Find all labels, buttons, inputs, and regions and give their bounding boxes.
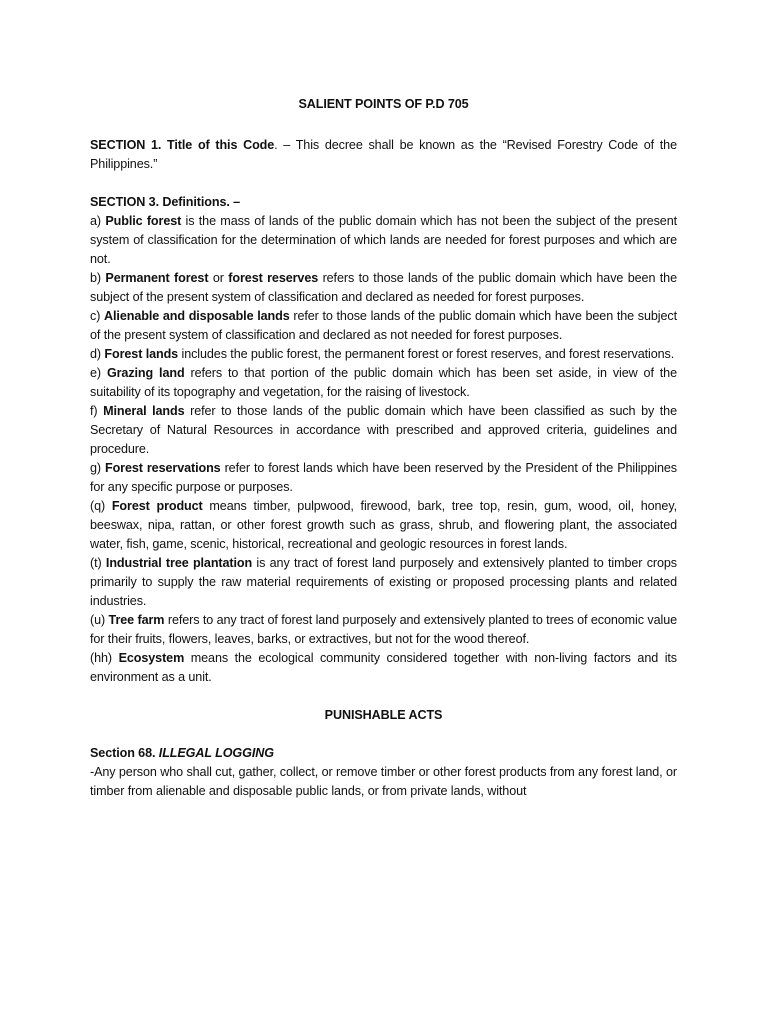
definition-prefix: b) [90, 271, 106, 285]
definition-e [90, 364, 677, 402]
definition-text: means timber, pulpwood, firewood, bark, tree top, resin, gum, wood, oil, honey, beeswax, nipa, rattan, or other forest growth such as grass, shrub, and flowering plant, the associated water, fish, game, scenic, historical, recreational and geologic resources in forest lands. [90, 499, 677, 551]
document-page [90, 95, 677, 801]
punishable-acts-heading: PUNISHABLE ACTS [324, 708, 443, 722]
definition-prefix: (t) [90, 556, 106, 570]
definition-prefix: (u) [90, 613, 109, 627]
definition-f [90, 402, 677, 459]
definition-text: refer to those lands of the public domain which have been the subject of the present system of classification and declared as not needed for forest purposes. [90, 309, 677, 342]
definition-u [90, 611, 677, 649]
definition-text: refer to forest lands which have been reserved by the President of the Philippines for any specific purpose or purposes. [90, 461, 678, 494]
definition-d [90, 345, 677, 364]
definition-term: Public forest [105, 214, 182, 228]
section-3-heading [90, 193, 677, 212]
definition-term: Forest lands [104, 347, 179, 361]
definition-t [90, 554, 677, 611]
definition-q [90, 497, 677, 554]
section-1-heading: SECTION 1. Title of this Code [90, 138, 275, 152]
section-68-heading [90, 744, 677, 763]
section-1-paragraph [90, 136, 677, 174]
definition-prefix: d) [90, 347, 105, 361]
definition-prefix: e) [90, 366, 107, 380]
definition-prefix: (hh) [90, 651, 119, 665]
section-3-heading-text: SECTION 3. Definitions. – [90, 195, 241, 209]
definition-prefix: a) [90, 214, 106, 228]
definition-prefix: g) [90, 461, 105, 475]
definition-g [90, 459, 677, 497]
definition-prefix: (q) [90, 499, 112, 513]
definition-term: Industrial tree plantation [105, 556, 253, 570]
section-68-title: ILLEGAL LOGGING [158, 746, 274, 760]
definition-term: Grazing land [106, 366, 185, 380]
section-68-text: -Any person who shall cut, gather, collect, or remove timber or other forest products from any forest land, or timber from alienable and disposable public lands, or from private lands, without [90, 765, 677, 798]
definition-c [90, 307, 677, 345]
definition-term: Permanent forest [105, 271, 209, 285]
definition-text: refer to those lands of the public domain which have been classified as such by the Secretary of Natural Resources in accordance with prescribed and approved criteria, guidelines and procedure. [90, 404, 677, 456]
definition-term: Mineral lands [103, 404, 185, 418]
document-title: SALIENT POINTS OF P.D 705 [298, 97, 469, 111]
definition-term: Tree farm [108, 613, 165, 627]
definition-text: means the ecological community considered together with non-living factors and its environment as a unit. [90, 651, 677, 684]
definition-a [90, 212, 677, 269]
definition-text: includes the public forest, the permanent forest or forest reserves, and forest reservations. [178, 347, 675, 361]
definition-term: Alienable and disposable lands [104, 309, 290, 323]
definition-text: refers to that portion of the public domain which has been set aside, in view of the suitability of its topography and vegetation, for the raising of livestock. [90, 366, 677, 399]
spacer [90, 174, 677, 193]
definition-prefix: f) [90, 404, 104, 418]
definition-b [90, 269, 677, 307]
section-68-label: Section 68. [90, 746, 159, 760]
definition-text: refers to those lands of the public domain which have been the subject of the present system of classification and declared as needed for forest purposes. [90, 271, 677, 304]
definition-prefix: c) [90, 309, 105, 323]
definition-connector: or [208, 271, 229, 285]
definition-text: is the mass of lands of the public domain which has not been the subject of the present system of classification for the determination of which lands are needed for forest purposes and which are not. [90, 214, 677, 266]
definition-term: Forest product [111, 499, 203, 513]
definition-hh [90, 649, 677, 687]
definition-text: refers to any tract of forest land purposely and extensively planted to trees of economic value for their fruits, flowers, leaves, barks, or extractives, but not for the wood thereof. [90, 613, 678, 646]
section-1-text: . – This decree shall be known as the “Revised Forestry Code of the Philippines.” [90, 138, 677, 171]
definition-term: forest reserves [228, 271, 319, 285]
definition-text: is any tract of forest land purposely and extensively planted to timber crops primarily to supply the raw material requirements of existing or proposed processing plants and related industries. [90, 556, 677, 608]
definition-term: Forest reservations [105, 461, 221, 475]
definition-term: Ecosystem [118, 651, 185, 665]
